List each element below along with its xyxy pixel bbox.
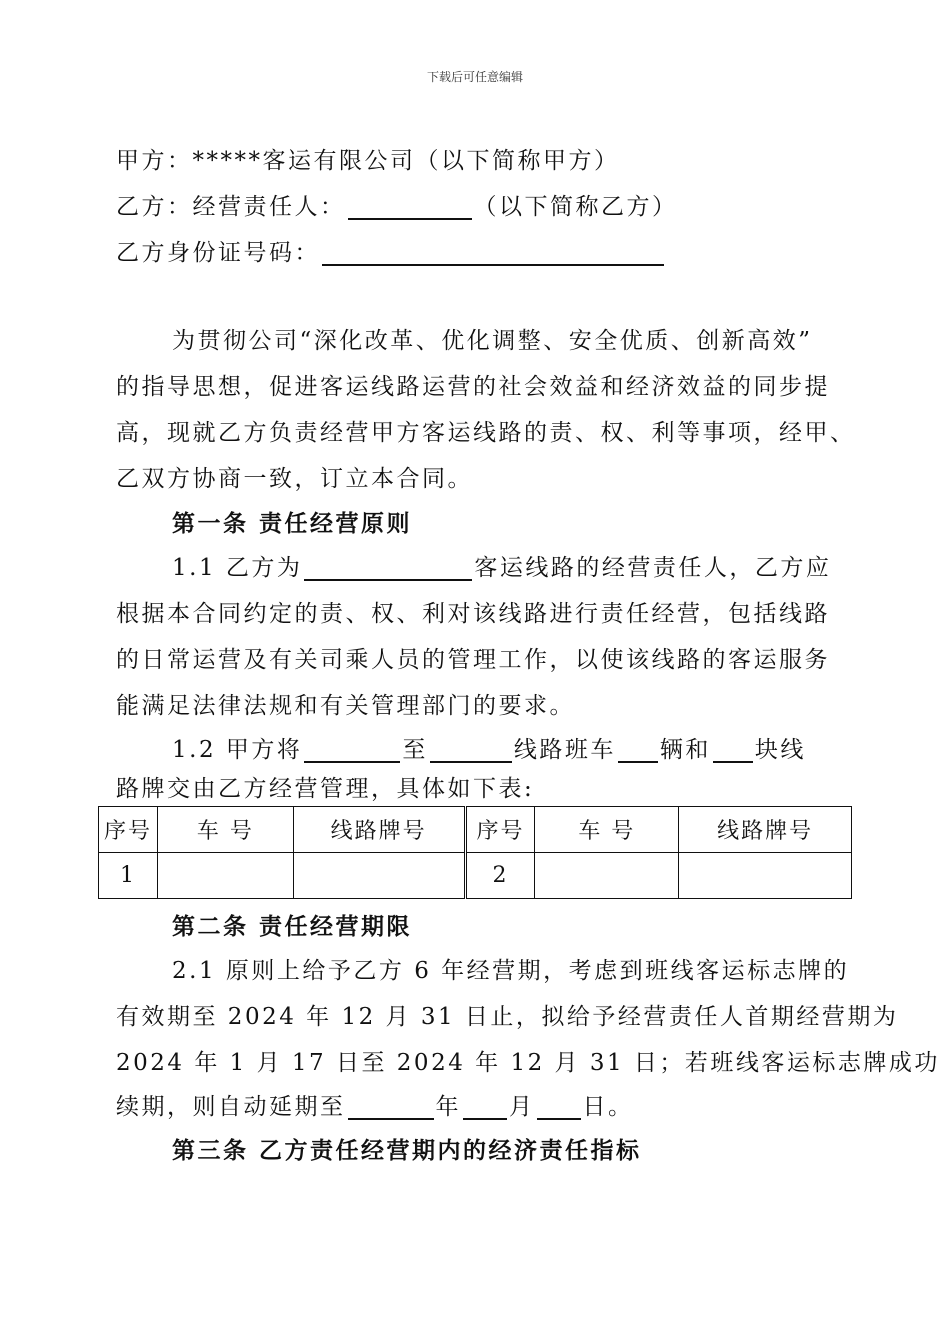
intro-line-3: 高，现就乙方负责经营甲方客运线路的责、权、利等事项，经甲、 [116,420,856,446]
clause-1-1-prefix: 1.1 乙方为 [172,555,303,581]
vehicle-table [98,806,852,899]
table-cell[interactable] [293,853,465,899]
party-b-name-blank[interactable] [348,194,472,220]
clause-2-1-line-4 [116,1092,634,1122]
article3-title: 第三条 乙方责任经营期内的经济责任指标 [172,1137,642,1164]
clause-1-1-line-4: 能满足法律法规和有关管理部门的要求。 [116,693,575,719]
clause-1-2-part-b: 至 [402,737,428,763]
table-cell[interactable] [535,853,679,899]
header-cell: 序号 [465,807,535,853]
table-header-row [99,807,852,853]
clause-1-2-part-d: 辆和 [659,737,711,763]
party-a-line: 甲方：*****客运有限公司（以下简称甲方） [116,148,620,174]
table-cell[interactable] [157,853,293,899]
table-row [99,853,852,899]
clause-1-2-line-1 [172,735,806,765]
clause-1-2-part-c: 线路班车 [513,737,616,763]
clause-1-1-line-3: 的日常运营及有关司乘人员的管理工作，以使该线路的客运服务 [116,647,830,673]
extension-year-blank[interactable] [348,1094,434,1120]
plate-count-blank[interactable] [713,737,753,763]
day-label: 日。 [582,1094,634,1120]
extension-month-blank[interactable] [463,1094,507,1120]
clause-1-1-suffix: 客运线路的经营责任人，乙方应 [474,555,832,581]
year-label: 年 [435,1094,461,1120]
clause-2-1-line-1: 2.1 原则上给予乙方 6 年经营期，考虑到班线客运标志牌的 [172,958,850,984]
article1-title: 第一条 责任经营原则 [172,510,413,537]
table-cell: 2 [465,853,535,899]
vehicle-count-blank[interactable] [618,737,658,763]
extension-day-blank[interactable] [537,1094,581,1120]
route-name-blank[interactable] [304,555,472,581]
intro-line-4: 乙双方协商一致，订立本合同。 [116,466,473,492]
table-cell[interactable] [679,853,852,899]
party-b-suffix: （以下简称乙方） [473,194,678,220]
clause-2-1-line-3: 2024 年 1 月 17 日至 2024 年 12 月 31 日；若班线客运标志牌成功 [116,1050,940,1076]
month-label: 月 [509,1094,535,1120]
header-cell: 线路牌号 [679,807,852,853]
intro-line-1: 为贯彻公司“深化改革、优化调整、安全优质、创新高效” [172,328,813,354]
intro-line-2: 的指导思想，促进客运线路运营的社会效益和经济效益的同步提 [116,374,830,400]
header-cell: 线路牌号 [293,807,465,853]
article2-title: 第二条 责任经营期限 [172,913,413,940]
clause-1-1-line-1 [172,553,831,583]
route-end-blank[interactable] [430,737,512,763]
clause-1-2-part-e: 块线 [754,737,806,763]
header-cell: 车 号 [535,807,679,853]
clause-2-1-line-2: 有效期至 2024 年 12 月 31 日止，拟给予经营责任人首期经营期为 [116,1004,899,1030]
header-cell: 序号 [99,807,158,853]
header-note: 下载后可任意编辑 [426,70,523,84]
clause-1-2-line-2: 路牌交由乙方经营管理，具体如下表: [116,776,535,802]
clause-1-1-line-2: 根据本合同约定的责、权、利对该线路进行责任经营，包括线路 [116,601,830,627]
party-b-label: 乙方：经营责任人： [116,194,346,220]
header-cell: 车 号 [157,807,293,853]
party-b-id-line [116,238,666,268]
table-cell: 1 [99,853,158,899]
clause-1-2-part-a: 1.2 甲方将 [172,737,303,763]
party-b-id-label: 乙方身份证号码： [116,240,320,266]
route-start-blank[interactable] [304,737,400,763]
extension-label: 续期，则自动延期至 [116,1094,346,1120]
party-b-id-blank[interactable] [322,240,664,266]
party-b-line [116,192,678,222]
